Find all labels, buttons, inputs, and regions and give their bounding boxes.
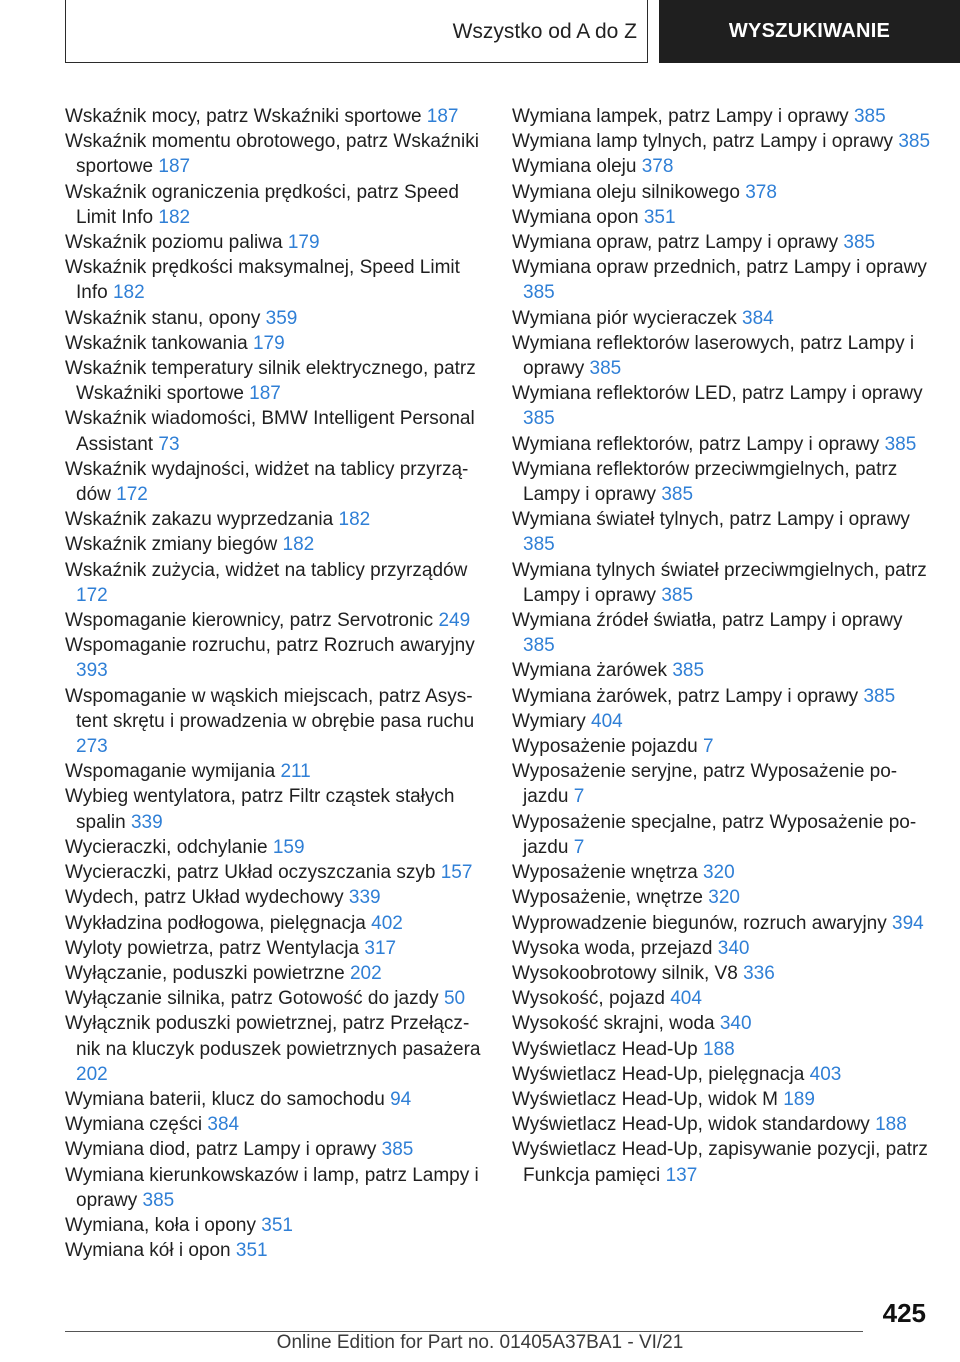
- index-page-link[interactable]: 385: [523, 282, 555, 304]
- index-page-link[interactable]: 189: [783, 1088, 815, 1110]
- index-page-link[interactable]: 50: [443, 988, 466, 1010]
- index-page-link[interactable]: 7: [703, 736, 714, 758]
- index-entry-text: Wymiary: [512, 710, 586, 732]
- index-page-link[interactable]: 385: [863, 685, 896, 707]
- index-entry: [512, 558, 932, 608]
- index-entry: [512, 457, 932, 507]
- index-entry-text: Wymiana tylnych świateł przeciwmgielnych, patrz Lampy i oprawy: [512, 559, 927, 606]
- index-entry-text: Wyświetlacz Head-Up, widok standardowy: [512, 1114, 870, 1136]
- index-page-link[interactable]: 187: [158, 156, 191, 178]
- index-page-link[interactable]: 187: [249, 383, 281, 405]
- index-page-link[interactable]: 385: [843, 232, 876, 254]
- index-entry-text: Wskaźnik wiadomości, BMW Intelligent Personal Assistant: [65, 408, 475, 455]
- index-entry: [65, 961, 485, 986]
- index-entry-text: Wyłącznik poduszki powietrznej, patrz Przełącznik na kluczyk poduszek powietrznych pasażera: [65, 1013, 481, 1060]
- index-entry-text: Wskaźnik wydajności, widżet na tablicy przyrządów: [65, 458, 469, 506]
- index-entry-text: Wspomaganie rozruchu, patrz Rozruch awaryjny: [65, 635, 475, 657]
- index-entry: [512, 1087, 932, 1112]
- index-page-link[interactable]: 179: [287, 232, 320, 254]
- index-entry: [65, 1011, 485, 1087]
- index-entry-text: Wymiana opraw, patrz Lampy i oprawy: [512, 232, 839, 254]
- index-entry: [65, 104, 485, 129]
- search-tab[interactable]: WYSZUKIWANIE: [659, 0, 960, 63]
- index-page-link[interactable]: 351: [643, 206, 676, 228]
- index-page-link[interactable]: 137: [665, 1164, 698, 1186]
- index-entry: [65, 457, 485, 507]
- index-page-link[interactable]: 172: [76, 584, 108, 606]
- index-page-link[interactable]: 385: [381, 1139, 414, 1161]
- index-entry: [512, 104, 932, 129]
- index-entry-text: Wskaźnik stanu, opony: [65, 307, 261, 329]
- index-entry: [512, 154, 932, 179]
- index-entry-text: Wskaźnik prędkości maksymalnej, Speed Limit Info: [65, 257, 460, 304]
- index-entry-text: Wysokoobrotowy silnik, V8: [512, 962, 738, 984]
- index-entry: [512, 1062, 932, 1087]
- index-page-link[interactable]: 339: [348, 887, 381, 909]
- index-entry-text: Wyprowadzenie biegunów, rozruch awaryjny: [512, 912, 887, 934]
- index-page-link[interactable]: 384: [742, 307, 774, 329]
- index-page-link[interactable]: 385: [661, 584, 694, 606]
- index-page-link[interactable]: 157: [440, 862, 473, 884]
- index-entry-text: Wspomaganie kierownicy, patrz Servotronic: [65, 610, 434, 632]
- index-entry-text: Wymiana świateł tylnych, patrz Lampy i oprawy: [512, 509, 910, 531]
- index-entry-text: Wskaźnik zmiany biegów: [65, 534, 278, 556]
- index-entry-text: Wymiana lamp tylnych, patrz Lampy i oprawy: [512, 131, 894, 153]
- index-entry: [512, 936, 932, 961]
- index-page-link[interactable]: 404: [670, 988, 702, 1010]
- index-entry-text: Wydech, patrz Układ wydechowy: [65, 887, 344, 909]
- index-entry: [65, 507, 485, 532]
- index-entry: [65, 1087, 485, 1112]
- index-entry-text: Wybieg wentylatora, patrz Filtr cząstek stałych spalin: [65, 786, 455, 833]
- index-entry-text: Wymiana kierunkowskazów i lamp, patrz Lampy i oprawy: [65, 1164, 479, 1211]
- index-page-link[interactable]: 340: [719, 1013, 752, 1035]
- index-entry-text: Wymiana reflektorów, patrz Lampy i oprawy: [512, 433, 880, 455]
- index-entry-text: Wyświetlacz Head-Up, pielęgnacja: [512, 1063, 805, 1085]
- index-entry-text: Wskaźnik zużycia, widżet na tablicy przyrządów: [65, 559, 468, 581]
- index-entry: [512, 507, 932, 557]
- index-entry: [65, 986, 485, 1011]
- index-entry: [65, 558, 485, 608]
- page-number: 425: [882, 1298, 926, 1328]
- index-page-link[interactable]: 385: [589, 358, 622, 380]
- index-page-link[interactable]: 182: [338, 509, 371, 531]
- index-entry: [512, 205, 932, 230]
- index-entry: [512, 432, 932, 457]
- index-entry-text: Wymiana reflektorów przeciwmgielnych, patrz Lampy i oprawy: [512, 458, 898, 506]
- index-page-link[interactable]: 393: [76, 660, 108, 682]
- index-entry-text: Wskaźnik poziomu paliwa: [65, 232, 283, 254]
- index-entry-text: Wskaźnik tankowania: [65, 332, 248, 354]
- index-entry: [65, 633, 485, 683]
- index-entry-text: Wyposażenie, wnętrze: [512, 887, 703, 909]
- index-entry: [65, 129, 485, 179]
- index-column-left: [65, 104, 485, 1263]
- index-entry-text: Wyposażenie pojazdu: [512, 736, 698, 758]
- index-page-link[interactable]: 385: [884, 433, 917, 455]
- index-entry: [512, 1137, 932, 1187]
- index-entry: [512, 986, 932, 1011]
- index-entry: [65, 835, 485, 860]
- index-entry-text: Wykładzina podłogowa, pielęgnacja: [65, 912, 366, 934]
- section-title: Wszystko od A do Z: [452, 19, 637, 43]
- index-page-link[interactable]: 94: [390, 1088, 412, 1110]
- index-page-link[interactable]: 385: [523, 408, 555, 430]
- index-entry: [512, 1037, 932, 1062]
- index-entry: [512, 1011, 932, 1036]
- index-entry: [512, 381, 932, 431]
- index-entry: [65, 784, 485, 834]
- index-entry-text: Wyposażenie wnętrza: [512, 862, 698, 884]
- index-entry-text: Wycieraczki, patrz Układ oczyszczania szyb: [65, 862, 436, 884]
- index-entry-text: Wymiana piór wycieraczek: [512, 307, 737, 329]
- index-entry: [65, 684, 485, 760]
- index-entry-text: Wymiana reflektorów laserowych, patrz Lampy i oprawy: [512, 332, 915, 380]
- index-entry: [65, 885, 485, 910]
- index-page-link[interactable]: 320: [702, 862, 735, 884]
- index-entry: [512, 810, 932, 860]
- index-entry-text: Wymiana opraw przednich, patrz Lampy i oprawy: [512, 257, 927, 279]
- index-entry-text: Wyświetlacz Head-Up: [512, 1038, 698, 1060]
- index-page-link[interactable]: 385: [898, 131, 931, 153]
- index-page-link[interactable]: 402: [371, 912, 403, 934]
- index-entry-text: Wymiana oleju silnikowego: [512, 181, 740, 203]
- index-page-link[interactable]: 385: [661, 484, 694, 506]
- index-entry: [512, 961, 932, 986]
- index-entry: [65, 608, 485, 633]
- index-page-link[interactable]: 339: [130, 811, 163, 833]
- index-entry-text: Wymiana kół i opon: [65, 1240, 231, 1262]
- index-page-link[interactable]: 378: [745, 181, 777, 203]
- index-page-link[interactable]: 403: [809, 1063, 842, 1085]
- index-entry-text: Wskaźnik ograniczenia prędkości, patrz Speed Limit Info: [65, 181, 459, 228]
- index-entry: [512, 180, 932, 205]
- index-entry: [65, 1137, 485, 1162]
- index-page-link[interactable]: 172: [116, 484, 148, 506]
- index-page-link[interactable]: 385: [142, 1189, 175, 1211]
- index-entry: [65, 1238, 485, 1263]
- index-entry: [65, 356, 485, 406]
- index-page-link[interactable]: 182: [282, 534, 315, 556]
- index-entry-text: Wymiana oleju: [512, 156, 637, 178]
- index-entry: [65, 1163, 485, 1213]
- index-page-link[interactable]: 385: [523, 635, 555, 657]
- index-entry-text: Wymiana źródeł światła, patrz Lampy i oprawy: [512, 610, 903, 632]
- index-page-link[interactable]: 385: [523, 534, 555, 556]
- index-page-link[interactable]: 188: [875, 1114, 907, 1136]
- index-entry-text: Wyświetlacz Head-Up, widok M: [512, 1088, 778, 1110]
- index-entry-text: Wskaźnik momentu obrotowego, patrz Wskaźniki sportowe: [65, 131, 479, 178]
- index-page-link[interactable]: 385: [853, 106, 886, 127]
- index-entry-text: Wymiana diod, patrz Lampy i oprawy: [65, 1139, 377, 1161]
- index-page-link[interactable]: 211: [280, 761, 311, 783]
- index-entry-text: Wskaźnik mocy, patrz Wskaźniki sportowe: [65, 106, 422, 127]
- index-page-link[interactable]: 188: [702, 1038, 735, 1060]
- index-entry-text: Wymiana reflektorów LED, patrz Lampy i oprawy: [512, 383, 923, 405]
- index-entry-text: Wyposażenie seryjne, patrz Wyposażenie pojazdu: [512, 761, 898, 808]
- index-entry: [512, 255, 932, 305]
- index-entry-text: Wskaźnik temperatury silnik elektrycznego, patrz Wskaźniki sportowe: [65, 358, 476, 405]
- index-entry-text: Wymiana żarówek, patrz Lampy i oprawy: [512, 685, 859, 707]
- index-page-link[interactable]: 351: [261, 1214, 293, 1236]
- index-page-link[interactable]: 73: [158, 433, 180, 455]
- index-entry-text: Wyświetlacz Head-Up, zapisywanie pozycji, patrz Funkcja pamięci: [512, 1139, 928, 1186]
- index-entry: [512, 911, 932, 936]
- index-page-link[interactable]: 394: [892, 912, 924, 934]
- index-page-link[interactable]: 336: [743, 962, 775, 984]
- index-entry: [65, 911, 485, 936]
- index-entry-text: Wysokość skrajni, woda: [512, 1013, 715, 1035]
- index-entry-text: Wymiana, koła i opony: [65, 1214, 256, 1236]
- index-page-link[interactable]: 202: [76, 1063, 108, 1085]
- index-entry-text: Wycieraczki, odchylanie: [65, 836, 268, 858]
- index-entry: [65, 1112, 485, 1137]
- index-page-link[interactable]: 249: [438, 610, 471, 632]
- index-entry: [65, 306, 485, 331]
- index-entry: [512, 709, 932, 734]
- index-entry-text: Wymiana części: [65, 1114, 203, 1136]
- index-page-link[interactable]: 384: [207, 1114, 240, 1136]
- index-entry: [512, 734, 932, 759]
- index-entry-text: Wymiana opon: [512, 206, 639, 228]
- index-entry: [65, 936, 485, 961]
- index-entry: [512, 860, 932, 885]
- index-page-link[interactable]: 202: [349, 962, 382, 984]
- index-page-link[interactable]: 182: [112, 282, 145, 304]
- index-page-link[interactable]: 351: [235, 1240, 268, 1262]
- index-entry-text: Wyposażenie specjalne, patrz Wyposażenie pojazdu: [512, 811, 917, 858]
- index-entry: [65, 331, 485, 356]
- index-entry: [65, 255, 485, 305]
- index-entry: [512, 684, 932, 709]
- index-entry: [512, 230, 932, 255]
- index-page-link[interactable]: 7: [573, 836, 585, 858]
- index-entry: [65, 230, 485, 255]
- index-entry: [512, 331, 932, 381]
- index-entry: [512, 129, 932, 154]
- index-page-link[interactable]: 7: [573, 786, 585, 808]
- index-entry-text: Wyłączanie, poduszki powietrzne: [65, 962, 345, 984]
- index-entry-text: Wspomaganie wymijania: [65, 761, 276, 783]
- index-page-link[interactable]: 187: [426, 106, 459, 127]
- footer-edition: Online Edition for Part no. 01405A37BA1 - VI/21: [276, 1332, 684, 1353]
- index-entry-text: Wskaźnik zakazu wyprzedzania: [65, 509, 334, 531]
- index-page-link[interactable]: 179: [252, 332, 285, 354]
- index-page-link[interactable]: 359: [265, 307, 298, 329]
- index-page-link[interactable]: 182: [158, 206, 191, 228]
- index-entry: [512, 1112, 932, 1137]
- index-entry-text: Wymiana baterii, klucz do samochodu: [65, 1088, 385, 1110]
- index-entry: [512, 885, 932, 910]
- index-entry: [65, 1213, 485, 1238]
- index-entry: [65, 406, 485, 456]
- index-page-link[interactable]: 404: [591, 710, 623, 732]
- index-page-link[interactable]: 340: [717, 937, 750, 959]
- index-entry-text: Wyłączanie silnika, patrz Gotowość do jazdy: [65, 988, 439, 1010]
- index-entry: [512, 306, 932, 331]
- index-entry-text: Wysokość, pojazd: [512, 988, 665, 1010]
- index-page-link[interactable]: 385: [672, 660, 705, 682]
- index-entry-text: Wymiana żarówek: [512, 660, 668, 682]
- index-page-link[interactable]: 273: [76, 736, 108, 758]
- index-page-link[interactable]: 320: [708, 887, 740, 909]
- index-entry-text: Wymiana lampek, patrz Lampy i oprawy: [512, 106, 849, 127]
- index-entry-text: Wspomaganie w wąskich miejscach, patrz Asystent skrętu i prowadzenia w obrębie pasa ruchu: [65, 685, 475, 732]
- index-entry: [65, 532, 485, 557]
- index-page-link[interactable]: 317: [364, 937, 397, 959]
- index-column-right: [512, 104, 932, 1188]
- index-entry: [512, 608, 932, 658]
- index-entry-text: Wyloty powietrza, patrz Wentylacja: [65, 937, 360, 959]
- index-page-link[interactable]: 159: [272, 836, 305, 858]
- index-entry: [65, 759, 485, 784]
- index-entry: [65, 180, 485, 230]
- index-page-link[interactable]: 378: [641, 156, 674, 178]
- index-entry-text: Wysoka woda, przejazd: [512, 937, 713, 959]
- index-entry: [512, 759, 932, 809]
- index-entry: [512, 658, 932, 683]
- index-entry: [65, 860, 485, 885]
